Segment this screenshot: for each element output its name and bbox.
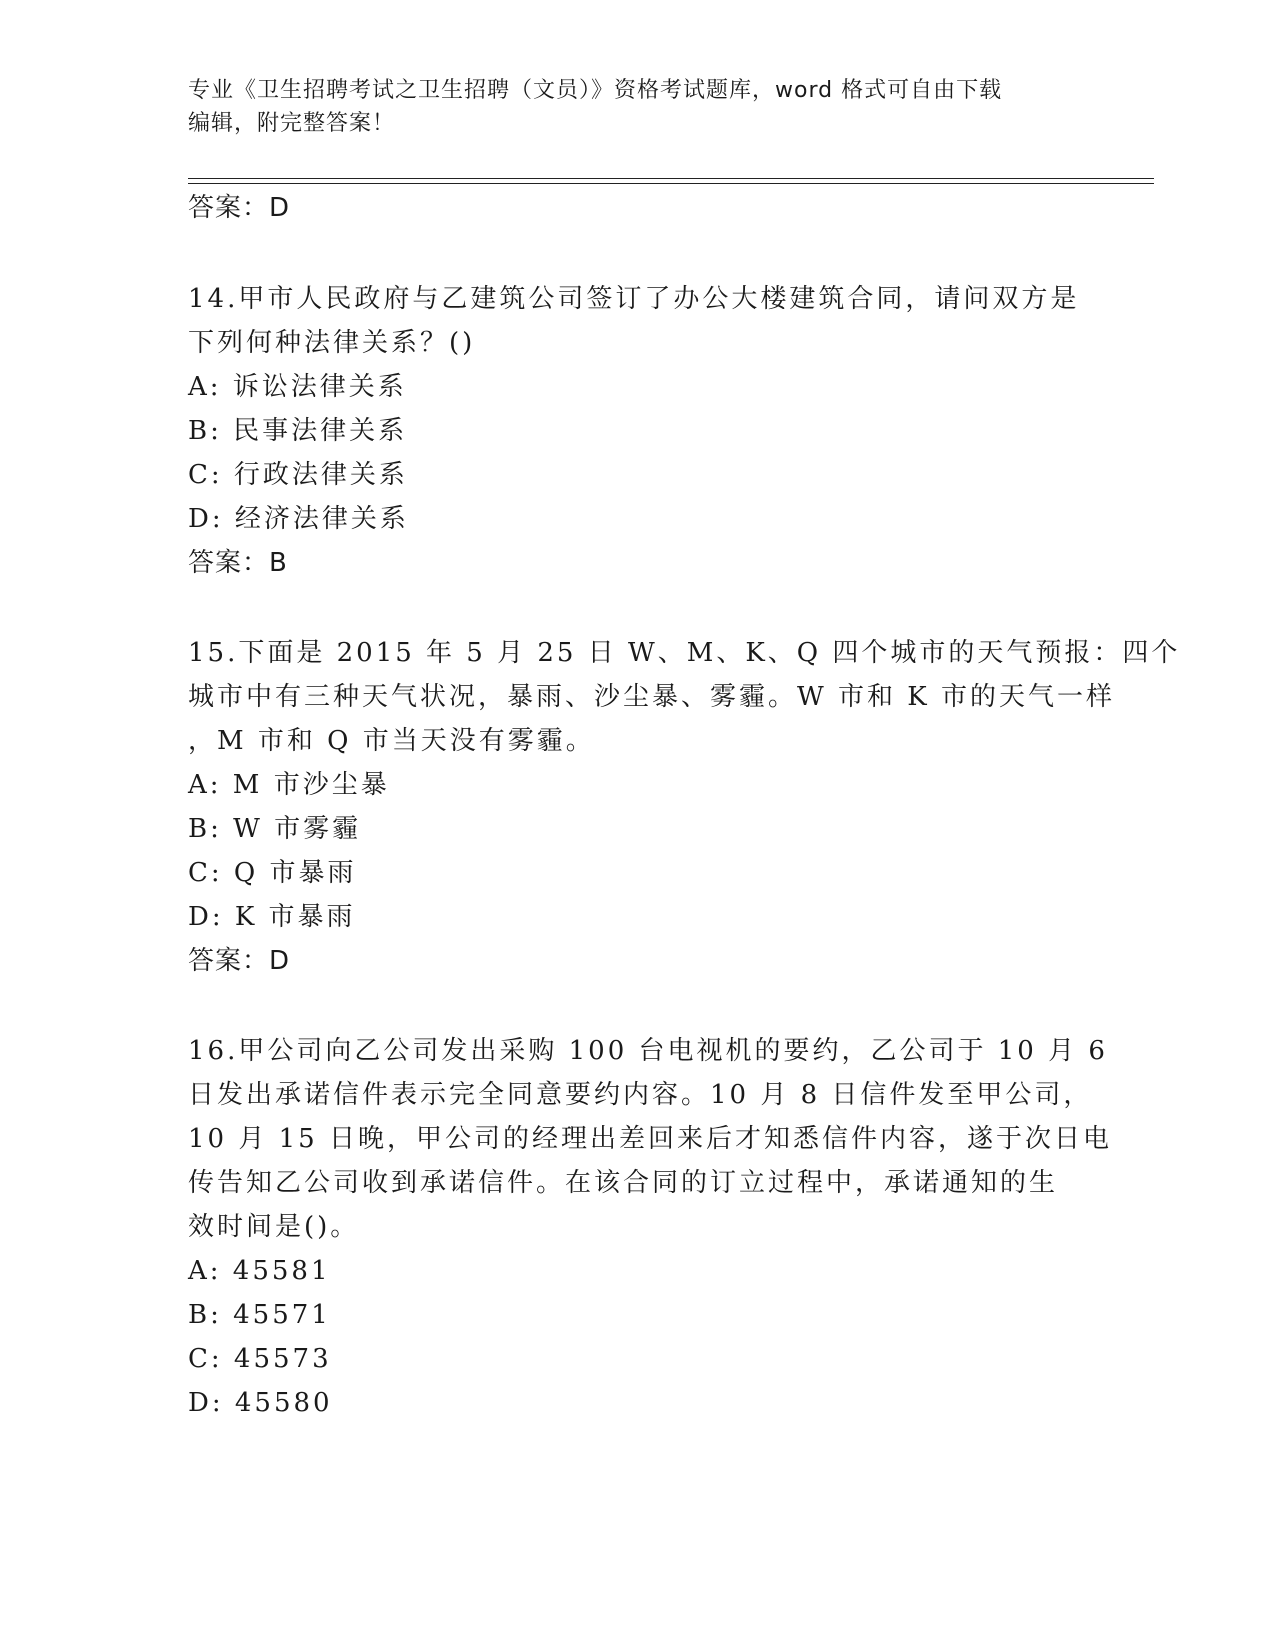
q16-option-b: B: 45571: [188, 1300, 331, 1330]
q15-option-d: D: K 市暴雨: [188, 902, 356, 932]
q16-stem-line-4: 传告知乙公司收到承诺信件。在该合同的订立过程中，承诺通知的生: [188, 1168, 1059, 1198]
q16-stem-line-1: 16.甲公司向乙公司发出采购 100 台电视机的要约，乙公司于 10 月 6: [188, 1036, 1108, 1066]
q16-stem-line-5: 效时间是()。: [188, 1212, 360, 1242]
header-divider-bottom: [188, 183, 1154, 184]
q15-option-a: A: M 市沙尘暴: [188, 770, 390, 800]
header-line-2: 编辑，附完整答案！: [188, 111, 396, 136]
q14-answer: 答案：B: [188, 548, 288, 578]
q15-option-c: C: Q 市暴雨: [188, 858, 357, 888]
q14-option-d: D: 经济法律关系: [188, 504, 409, 534]
q16-stem-line-3: 10 月 15 日晚，甲公司的经理出差回来后才知悉信件内容，遂于次日电: [188, 1124, 1112, 1154]
q14-stem-line-1: 14.甲市人民政府与乙建筑公司签订了办公大楼建筑合同，请问双方是: [188, 284, 1080, 314]
q15-answer: 答案：D: [188, 946, 291, 976]
q15-option-b: B: W 市雾霾: [188, 814, 362, 844]
q14-option-b: B: 民事法律关系: [188, 416, 408, 446]
q16-stem-line-2: 日发出承诺信件表示完全同意要约内容。10 月 8 日信件发至甲公司，: [188, 1080, 1093, 1110]
q14-option-a: A: 诉讼法律关系: [188, 372, 407, 402]
q15-stem-line-2: 城市中有三种天气状况，暴雨、沙尘暴、雾霾。W 市和 K 市的天气一样: [188, 682, 1115, 712]
header-divider-top: [188, 178, 1154, 179]
q14-option-c: C: 行政法律关系: [188, 460, 408, 490]
q16-option-a: A: 45581: [188, 1256, 331, 1286]
answer-previous: 答案：D: [188, 193, 291, 223]
q15-stem-line-3: ，M 市和 Q 市当天没有雾霾。: [188, 726, 595, 756]
q16-option-d: D: 45580: [188, 1388, 333, 1418]
q14-stem-line-2: 下列何种法律关系？(): [188, 328, 476, 358]
q16-option-c: C: 45573: [188, 1344, 332, 1374]
header-line-1: 专业《卫生招聘考试之卫生招聘（文员）》资格考试题库，word 格式可自由下载: [188, 78, 1003, 103]
q15-stem-line-1: 15.下面是 2015 年 5 月 25 日 W、M、K、Q 四个城市的天气预报：四个: [188, 638, 1181, 668]
